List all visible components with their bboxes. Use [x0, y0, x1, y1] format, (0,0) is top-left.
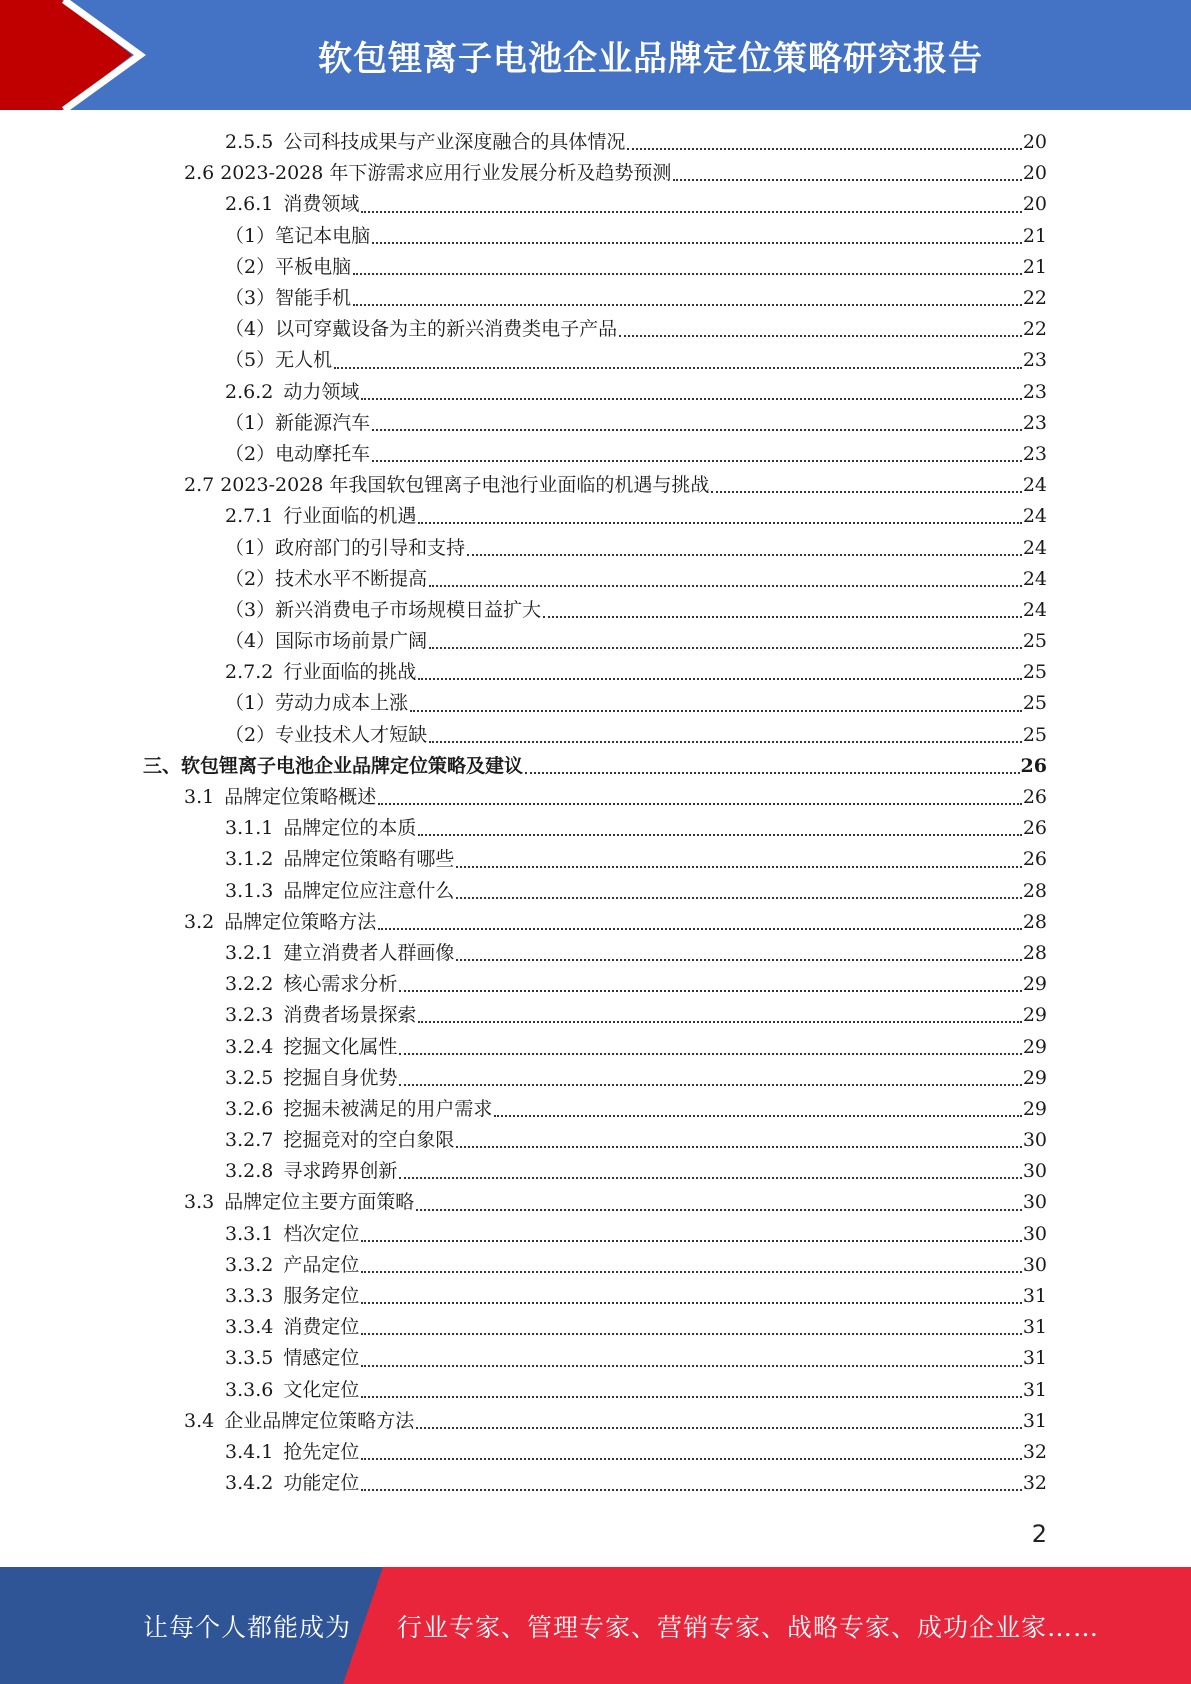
toc-entry-page: 28: [1022, 941, 1047, 964]
toc-entry[interactable]: [0, 595, 1191, 626]
toc-entry-title: 企业品牌定位策略方法: [224, 1409, 415, 1432]
toc-dot-leader: [372, 460, 1022, 462]
toc-entry-number: 3.2.5: [225, 1066, 274, 1089]
toc-entry-title: 品牌定位策略有哪些: [283, 848, 455, 871]
toc-entry-page: 28: [1022, 879, 1047, 902]
toc-entry-page: 21: [1022, 255, 1047, 278]
toc-entry-number: （5）: [225, 349, 276, 372]
page-footer: [0, 1567, 1191, 1684]
toc-entry[interactable]: [0, 720, 1191, 751]
toc-entry[interactable]: [0, 1406, 1191, 1437]
toc-entry-number: （4）: [225, 630, 276, 653]
toc-entry-page: 31: [1022, 1378, 1047, 1401]
toc-dot-leader: [372, 242, 1022, 244]
toc-entry-title: 专业技术人才短缺: [275, 723, 428, 746]
toc-dot-leader: [429, 585, 1022, 587]
toc-entry-page: 29: [1022, 1066, 1047, 1089]
toc-entry-title: 笔记本电脑: [275, 224, 371, 247]
toc-entry-title: 品牌定位的本质: [283, 817, 417, 840]
toc-entry-page: 30: [1022, 1129, 1047, 1152]
toc-entry-number: 3.4: [184, 1409, 215, 1432]
toc-entry-title: 国际市场前景广阔: [275, 630, 428, 653]
toc-dot-leader: [410, 710, 1022, 712]
toc-entry-page: 31: [1022, 1347, 1047, 1370]
toc-entry-title: 品牌定位应注意什么: [283, 879, 455, 902]
toc-entry-title: 新能源汽车: [275, 411, 371, 434]
toc-entry[interactable]: [0, 1219, 1191, 1250]
toc-entry-number: 3.2.4: [225, 1035, 274, 1058]
toc-dot-leader: [399, 990, 1021, 992]
toc-dot-leader: [361, 1333, 1021, 1335]
toc-entry-number: （1）: [225, 536, 276, 559]
toc-entry-title: 消费者场景探索: [283, 1004, 417, 1027]
toc-dot-leader: [619, 335, 1022, 337]
toc-entry[interactable]: [0, 1375, 1191, 1406]
toc-entry[interactable]: [0, 470, 1191, 501]
toc-dot-leader: [334, 367, 1022, 369]
toc-entry[interactable]: [0, 876, 1191, 907]
footer-slogan-right: 行业专家、管理专家、营销专家、战略专家、成功企业家……: [397, 1612, 1100, 1642]
toc-entry-page: 24: [1022, 474, 1047, 497]
toc-entry-page: 30: [1022, 1222, 1047, 1245]
toc-entry-page: 25: [1022, 630, 1047, 653]
toc-entry-title: 智能手机: [275, 287, 352, 310]
toc-entry-page: 30: [1022, 1191, 1047, 1214]
toc-entry-title: 平板电脑: [275, 255, 352, 278]
toc-dot-leader: [399, 1084, 1021, 1086]
toc-entry-number: （2）: [225, 255, 276, 278]
toc-entry-number: 3.2.1: [225, 941, 274, 964]
toc-entry-title: 功能定位: [283, 1472, 360, 1495]
toc-entry-title: 品牌定位策略方法: [224, 910, 377, 933]
toc-entry-page: 24: [1022, 598, 1047, 621]
toc-dot-leader: [353, 273, 1022, 275]
toc-entry[interactable]: [0, 1063, 1191, 1094]
toc-entry-number: （3）: [225, 287, 276, 310]
toc-entry-number: 2.7.1: [225, 505, 274, 528]
toc-entry[interactable]: [0, 1312, 1191, 1343]
toc-entry-title: 消费领域: [283, 193, 360, 216]
toc-entry-title: 情感定位: [283, 1347, 360, 1370]
toc-dot-leader: [673, 179, 1021, 181]
toc-entry[interactable]: [0, 938, 1191, 969]
toc-entry[interactable]: [0, 314, 1191, 345]
toc-entry-number: （1）: [225, 411, 276, 434]
toc-entry-title: 无人机: [275, 349, 333, 372]
toc-entry-title: 寻求跨界创新: [283, 1160, 398, 1183]
toc-entry-number: （3）: [225, 598, 276, 621]
toc-entry-number: 3.3: [184, 1191, 215, 1214]
toc-entry[interactable]: [0, 782, 1191, 813]
toc-entry-title: 建立消费者人群画像: [283, 941, 455, 964]
toc-entry-page: 20: [1022, 193, 1047, 216]
toc-entry-page: 20: [1022, 131, 1047, 154]
toc-entry[interactable]: [0, 626, 1191, 657]
toc-entry-page: 29: [1022, 1004, 1047, 1027]
toc-entry[interactable]: [0, 1156, 1191, 1187]
toc-entry-title: 技术水平不断提高: [275, 567, 428, 590]
toc-entry-number: 3.2.3: [225, 1004, 274, 1027]
toc-entry[interactable]: [0, 1031, 1191, 1062]
toc-entry[interactable]: [0, 532, 1191, 563]
toc-entry[interactable]: [0, 252, 1191, 283]
table-of-contents: [0, 127, 1191, 1499]
toc-entry-number: 3.1.3: [225, 879, 274, 902]
toc-dot-leader: [361, 1365, 1021, 1367]
toc-dot-leader: [456, 897, 1021, 899]
toc-dot-leader: [416, 1209, 1022, 1211]
toc-entry-number: 3.3.3: [225, 1285, 274, 1308]
toc-entry-page: 22: [1022, 318, 1047, 341]
toc-entry-number: 2.6: [184, 162, 215, 185]
toc-entry[interactable]: [0, 501, 1191, 532]
toc-dot-leader: [416, 1427, 1022, 1429]
toc-entry-number: （2）: [225, 723, 276, 746]
toc-entry-number: （2）: [225, 567, 276, 590]
toc-entry[interactable]: [0, 564, 1191, 595]
toc-entry-number: 3.2.8: [225, 1160, 274, 1183]
toc-dot-leader: [456, 1146, 1021, 1148]
toc-entry-page: 22: [1022, 287, 1047, 310]
toc-dot-leader: [361, 1302, 1021, 1304]
toc-dot-leader: [361, 1271, 1021, 1273]
toc-entry-title: 行业面临的机遇: [283, 505, 417, 528]
toc-entry-title: 劳动力成本上涨: [275, 692, 409, 715]
toc-dot-leader: [456, 866, 1021, 868]
toc-entry-number: （1）: [225, 692, 276, 715]
toc-entry-page: 31: [1022, 1409, 1047, 1432]
toc-dot-leader: [418, 1021, 1021, 1023]
toc-entry-number: 3.3.6: [225, 1378, 274, 1401]
toc-entry[interactable]: [0, 158, 1191, 189]
toc-entry-page: 24: [1022, 505, 1047, 528]
toc-entry-page: 26: [1022, 848, 1047, 871]
toc-entry[interactable]: [0, 688, 1191, 719]
toc-entry-number: 3.2: [184, 910, 215, 933]
toc-entry-number: 3.4.2: [225, 1472, 274, 1495]
toc-dot-leader: [361, 1240, 1021, 1242]
toc-dot-leader: [418, 834, 1021, 836]
toc-entry[interactable]: [0, 408, 1191, 439]
toc-entry[interactable]: [0, 907, 1191, 938]
toc-entry-title: 新兴消费电子市场规模日益扩大: [275, 598, 542, 621]
toc-entry-number: 3.1.1: [225, 817, 274, 840]
toc-dot-leader: [429, 741, 1022, 743]
toc-entry-number: 2.6.1: [225, 193, 274, 216]
toc-entry[interactable]: [0, 813, 1191, 844]
toc-entry-page: 28: [1022, 910, 1047, 933]
toc-entry[interactable]: [0, 1281, 1191, 1312]
toc-dot-leader: [627, 148, 1021, 150]
toc-entry-title: 软包锂离子电池企业品牌定位策略及建议: [181, 754, 524, 777]
toc-entry-title: 品牌定位主要方面策略: [224, 1191, 415, 1214]
toc-entry-page: 21: [1022, 224, 1047, 247]
toc-entry-title: 档次定位: [283, 1222, 360, 1245]
toc-entry-page: 26: [1022, 817, 1047, 840]
toc-dot-leader: [494, 1115, 1021, 1117]
toc-entry-number: （1）: [225, 224, 276, 247]
toc-dot-leader: [378, 928, 1022, 930]
toc-entry-title: 公司科技成果与产业深度融合的具体情况: [283, 131, 626, 154]
toc-entry-title: 文化定位: [283, 1378, 360, 1401]
toc-entry-number: 3.2.7: [225, 1129, 274, 1152]
toc-entry-page: 29: [1022, 973, 1047, 996]
toc-entry-page: 32: [1022, 1472, 1047, 1495]
toc-dot-leader: [399, 1177, 1021, 1179]
toc-entry-page: 24: [1022, 536, 1047, 559]
toc-entry-number: 3.3.4: [225, 1316, 274, 1339]
toc-entry[interactable]: [0, 377, 1191, 408]
toc-entry-number: 3.3.2: [225, 1253, 274, 1276]
toc-entry-title: 服务定位: [283, 1285, 360, 1308]
toc-dot-leader: [361, 211, 1021, 213]
toc-entry-page: 26: [1020, 754, 1047, 777]
toc-entry-number: （2）: [225, 442, 276, 465]
toc-entry[interactable]: [0, 844, 1191, 875]
toc-dot-leader: [361, 1396, 1021, 1398]
toc-entry-number: 2.6.2: [225, 380, 274, 403]
toc-entry-number: （4）: [225, 318, 276, 341]
toc-dot-leader: [543, 616, 1022, 618]
toc-dot-leader: [418, 522, 1021, 524]
toc-entry-title: 挖掘自身优势: [283, 1066, 398, 1089]
toc-entry[interactable]: [0, 345, 1191, 376]
toc-dot-leader: [429, 647, 1022, 649]
toc-entry-page: 24: [1022, 567, 1047, 590]
toc-entry[interactable]: [0, 1125, 1191, 1156]
toc-dot-leader: [456, 959, 1021, 961]
toc-entry-title: 2023-2028 年我国软包锂离子电池行业面临的机遇与挑战: [220, 474, 710, 497]
toc-entry[interactable]: [0, 1000, 1191, 1031]
toc-dot-leader: [467, 554, 1022, 556]
toc-entry-page: 23: [1022, 411, 1047, 434]
toc-entry-title: 产品定位: [283, 1253, 360, 1276]
toc-entry-number: 3.1: [184, 786, 215, 809]
toc-entry-number: 2.7: [184, 474, 215, 497]
toc-entry-title: 挖掘文化属性: [283, 1035, 398, 1058]
toc-entry-title: 消费定位: [283, 1316, 360, 1339]
toc-dot-leader: [399, 1053, 1021, 1055]
toc-entry-page: 32: [1022, 1440, 1047, 1463]
toc-entry-page: 29: [1022, 1097, 1047, 1120]
toc-entry-title: 品牌定位策略概述: [224, 786, 377, 809]
toc-entry[interactable]: [0, 1250, 1191, 1281]
toc-dot-leader: [525, 772, 1020, 774]
toc-dot-leader: [353, 304, 1022, 306]
toc-entry-page: 29: [1022, 1035, 1047, 1058]
toc-entry[interactable]: [0, 1437, 1191, 1468]
toc-entry-title: 政府部门的引导和支持: [275, 536, 466, 559]
toc-entry-number: 3.1.2: [225, 848, 274, 871]
toc-entry-page: 20: [1022, 162, 1047, 185]
toc-entry-page: 30: [1022, 1253, 1047, 1276]
toc-entry[interactable]: [0, 751, 1191, 782]
toc-dot-leader: [378, 803, 1022, 805]
toc-entry-title: 核心需求分析: [283, 973, 398, 996]
toc-entry[interactable]: [0, 1187, 1191, 1218]
toc-entry-page: 25: [1022, 692, 1047, 715]
toc-dot-leader: [361, 1458, 1021, 1460]
toc-entry-title: 动力领域: [283, 380, 360, 403]
toc-entry-number: 3.3.5: [225, 1347, 274, 1370]
footer-slogan-left: 让每个人都能成为: [143, 1612, 352, 1642]
toc-entry-page: 26: [1022, 786, 1047, 809]
toc-entry-page: 30: [1022, 1160, 1047, 1183]
toc-entry-number: 3.3.1: [225, 1222, 274, 1245]
toc-entry-page: 23: [1022, 442, 1047, 465]
toc-entry-title: 电动摩托车: [275, 442, 371, 465]
toc-entry-title: 挖掘竞对的空白象限: [283, 1129, 455, 1152]
toc-entry-title: 行业面临的挑战: [283, 661, 417, 684]
toc-entry[interactable]: [0, 1343, 1191, 1374]
toc-entry[interactable]: [0, 189, 1191, 220]
toc-dot-leader: [711, 491, 1021, 493]
toc-entry-title: 以可穿戴设备为主的新兴消费类电子产品: [275, 318, 618, 341]
toc-entry[interactable]: [0, 969, 1191, 1000]
toc-dot-leader: [361, 1489, 1021, 1491]
toc-entry[interactable]: [0, 1468, 1191, 1499]
toc-entry[interactable]: [0, 283, 1191, 314]
toc-entry-number: 3.2.2: [225, 973, 274, 996]
toc-entry-page: 31: [1022, 1316, 1047, 1339]
toc-entry-page: 25: [1022, 723, 1047, 746]
toc-entry-page: 23: [1022, 349, 1047, 372]
report-title: 软包锂离子电池企业品牌定位策略研究报告: [318, 38, 983, 79]
toc-entry-number: 2.7.2: [225, 661, 274, 684]
toc-entry[interactable]: [0, 657, 1191, 688]
toc-entry-number: 2.5.5: [225, 131, 274, 154]
toc-dot-leader: [372, 429, 1022, 431]
toc-entry-page: 31: [1022, 1285, 1047, 1308]
toc-entry[interactable]: [0, 221, 1191, 252]
page-header: [0, 0, 1191, 110]
page-number: 2: [1031, 1520, 1047, 1548]
toc-entry-title: 抢先定位: [283, 1440, 360, 1463]
toc-entry-title: 挖掘未被满足的用户需求: [283, 1097, 493, 1120]
toc-entry-number: 3.4.1: [225, 1440, 274, 1463]
toc-entry[interactable]: [0, 1094, 1191, 1125]
toc-dot-leader: [361, 398, 1021, 400]
toc-entry[interactable]: [0, 439, 1191, 470]
toc-entry-number: 3.2.6: [225, 1097, 274, 1120]
toc-entry-title: 2023-2028 年下游需求应用行业发展分析及趋势预测: [220, 162, 672, 185]
toc-entry[interactable]: [0, 127, 1191, 158]
toc-entry-page: 23: [1022, 380, 1047, 403]
toc-entry-number: 三、: [143, 754, 182, 777]
toc-dot-leader: [418, 678, 1021, 680]
toc-entry-page: 25: [1022, 661, 1047, 684]
